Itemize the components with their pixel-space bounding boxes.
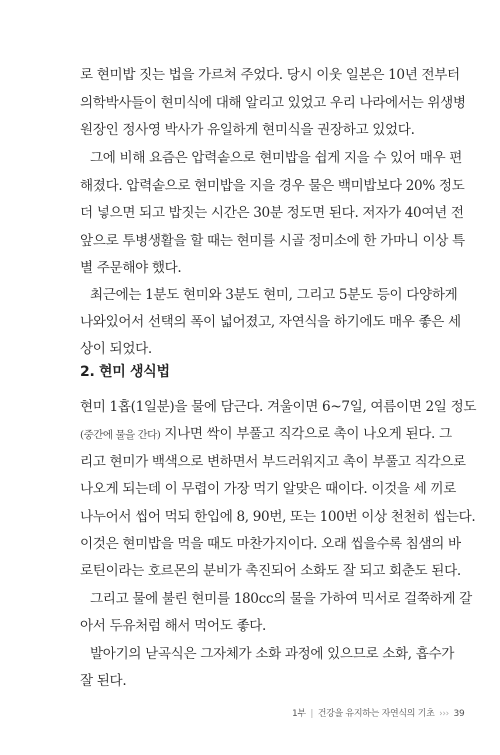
body-text-line: 원장인 정사영 박사가 유일하게 현미식을 권장하고 있었다. xyxy=(80,122,415,138)
body-text-span: 지나면 싹이 부풀고 직각으로 촉이 나오게 된다. 그 xyxy=(160,426,452,442)
body-text-line: 앞으로 투병생활을 할 때는 현미를 시골 정미소에 한 가마니 이상 특 xyxy=(80,233,465,249)
footer-chapter-title: 건강을 유지하는 자연식의 기초 xyxy=(317,709,435,719)
footer-separator: | xyxy=(310,709,314,719)
body-text-line: 별 주문해야 했다. xyxy=(80,260,182,276)
body-text-line: 나오게 되는데 이 무렵이 가장 먹기 알맞은 때이다. 이것을 세 끼로 xyxy=(80,481,457,497)
body-text-line: 현미 1홉(1일분)을 물에 담근다. 겨울이면 6~7일, 여름이면 2일 정도 xyxy=(80,399,477,415)
body-text-line: 로틴이라는 호르몬의 분비가 촉진되어 소화도 잘 되고 회춘도 된다. xyxy=(80,563,461,579)
footer-arrows-icon: ››› xyxy=(439,709,449,719)
body-text-line: 그에 비해 요즘은 압력솥으로 현미밥을 쉽게 지을 수 있어 매우 편 xyxy=(90,150,463,166)
body-text-line: 더 넣으면 되고 밥짓는 시간은 30분 정도면 된다. 저자가 40여년 전 xyxy=(80,205,464,221)
parenthetical-note: (중간에 물을 간다) xyxy=(80,429,161,441)
footer-part: 1부 xyxy=(292,709,306,719)
body-text-line xyxy=(80,425,452,444)
body-text-line: 로 현미밥 짓는 법을 가르쳐 주었다. 당시 이웃 일본은 10년 전부터 xyxy=(80,67,460,83)
body-text-line: 잘 된다. xyxy=(80,673,127,689)
body-text-line: 아서 두유처럼 해서 먹어도 좋다. xyxy=(80,618,267,634)
section-heading: 2. 현미 생식법 xyxy=(80,364,170,380)
body-text-line: 발아기의 낟곡식은 그자체가 소화 과정에 있으므로 소화, 흡수가 xyxy=(90,646,455,662)
body-text-line: 해졌다. 압력솥으로 현미밥을 지을 경우 물은 백미밥보다 20% 정도 xyxy=(80,178,465,194)
body-text-line: 그리고 물에 불린 현미를 180cc의 물을 가하여 믹서로 걸쭉하게 갈 xyxy=(90,591,472,607)
body-text-line: 리고 현미가 백색으로 변하면서 부드러워지고 촉이 부풀고 직각으로 xyxy=(80,454,466,470)
body-text-line: 상이 되었다. xyxy=(80,341,152,357)
body-text-line: 나누어서 씹어 먹되 한입에 8, 90번, 또는 100번 이상 천천히 씹는다. xyxy=(80,509,476,525)
body-text-line: 최근에는 1분도 현미와 3분도 현미, 그리고 5분도 등이 다양하게 xyxy=(90,287,458,303)
body-text-line: 의학박사들이 현미식에 대해 알리고 있었고 우리 나라에서는 위생병 xyxy=(80,95,466,111)
body-text-line: 나와있어서 선택의 폭이 넓어졌고, 자연식을 하기에도 매우 좋은 세 xyxy=(80,314,461,330)
page-number: 39 xyxy=(453,709,465,719)
running-footer xyxy=(292,706,465,719)
body-text-line: 이것은 현미밥을 먹을 때도 마찬가지이다. 오래 씹을수록 침샘의 바 xyxy=(80,536,461,552)
